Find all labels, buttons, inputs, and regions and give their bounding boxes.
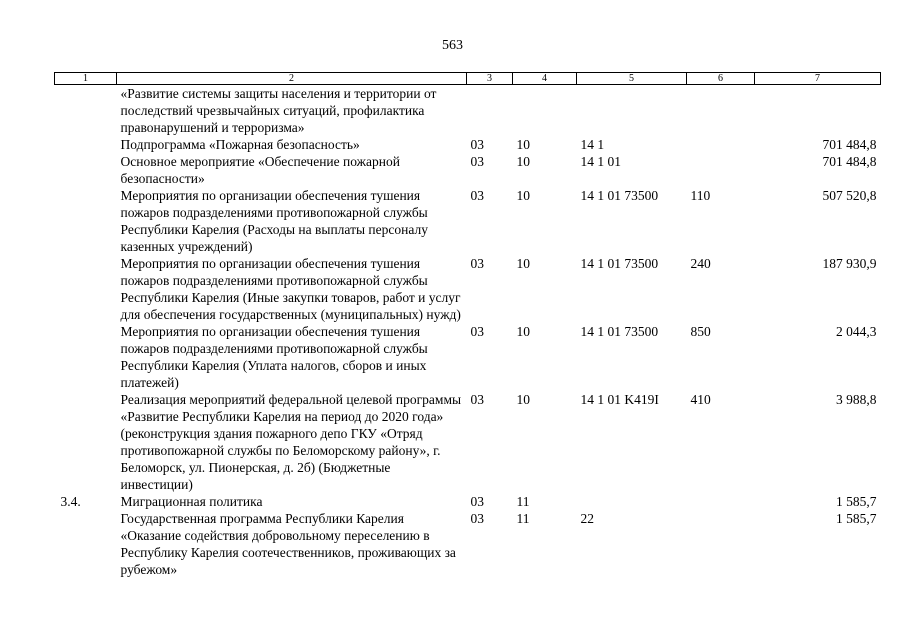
row-expense-type: 110 (690, 188, 711, 203)
row-expense-type: 410 (690, 392, 711, 407)
header-row (55, 73, 881, 85)
row-subsection: 10 (516, 154, 530, 169)
row-amount: 1 585,7 (836, 494, 877, 509)
row-number (55, 136, 117, 153)
row-target-article: 22 (580, 511, 594, 526)
row-number (55, 187, 117, 255)
row-number: 3.4. (60, 494, 81, 509)
row-description: Основное мероприятие «Обеспечение пожарной безопасности» (120, 154, 400, 186)
row-description: «Развитие системы защиты населения и территории от последствий чрезвычайных ситуаций, профилактика правонарушений и терроризма» (120, 86, 437, 135)
row-section: 03 (470, 188, 484, 203)
row-section: 03 (470, 137, 484, 152)
row-description: Миграционная политика (120, 494, 263, 509)
row-subsection: 11 (516, 494, 530, 509)
row-amount: 2 044,3 (836, 324, 877, 339)
row-target-article: 14 1 (580, 137, 605, 152)
row-subsection: 11 (516, 511, 530, 526)
row-number (55, 510, 117, 578)
column-header: 1 (55, 73, 117, 85)
row-target-article (577, 493, 687, 510)
row-description: Государственная программа Республики Карелия «Оказание содействия добровольному переселению в Республику Карелия соотечественников, проживающих за рубежом» (120, 511, 456, 577)
row-number (55, 391, 117, 493)
row-target-article: 14 1 01 K419I (580, 392, 659, 407)
row-number (55, 153, 117, 187)
row-description: Подпрограмма «Пожарная безопасность» (120, 137, 360, 152)
table-row (55, 255, 881, 323)
row-number (55, 85, 117, 137)
table-row (55, 323, 881, 391)
column-header: 2 (117, 73, 467, 85)
row-description: Мероприятия по организации обеспечения тушения пожаров подразделениями противопожарной службы Республики Карелия (Иные закупки товаров, работ и услуг для обеспечения государственных (муниципальных) нужд) (120, 256, 461, 322)
row-target-article: 14 1 01 73500 (580, 188, 659, 203)
row-amount: 3 988,8 (836, 392, 877, 407)
column-header: 7 (755, 73, 881, 85)
table-row (55, 493, 881, 510)
table-row (55, 510, 881, 578)
table-row (55, 391, 881, 493)
row-subsection: 10 (516, 324, 530, 339)
row-amount: 701 484,8 (822, 137, 877, 152)
table-row (55, 187, 881, 255)
row-expense-type (687, 136, 755, 153)
row-section: 03 (470, 511, 484, 526)
row-expense-type (687, 153, 755, 187)
row-amount: 507 520,8 (822, 188, 877, 203)
row-section: 03 (470, 154, 484, 169)
row-section: 03 (470, 494, 484, 509)
row-number (55, 323, 117, 391)
table-row (55, 153, 881, 187)
row-expense-type: 240 (690, 256, 711, 271)
row-section: 03 (470, 324, 484, 339)
page-number: 563 (442, 38, 463, 53)
table-row (55, 85, 881, 137)
row-target-article: 14 1 01 73500 (580, 256, 659, 271)
column-header: 5 (577, 73, 687, 85)
row-amount: 1 585,7 (836, 511, 877, 526)
row-description: Мероприятия по организации обеспечения тушения пожаров подразделениями противопожарной службы Республики Карелия (Расходы на выплаты персоналу казенных учреждений) (120, 188, 428, 254)
row-description: Реализация мероприятий федеральной целевой программы «Развитие Республики Карелия на период до 2020 года» (реконструкция здания пожарного депо ГКУ «Отряд противопожарной службы по Беломорскому району», г. Беломорск, ул. Пионерская, д. 2б) (Бюджетные инвестиции) (120, 392, 462, 492)
row-target-article (577, 85, 687, 137)
row-expense-type (687, 493, 755, 510)
row-target-article: 14 1 01 73500 (580, 324, 659, 339)
row-amount: 701 484,8 (822, 154, 877, 169)
row-section: 03 (470, 392, 484, 407)
row-subsection: 10 (516, 256, 530, 271)
row-expense-type (687, 510, 755, 578)
column-header: 6 (687, 73, 755, 85)
row-subsection: 10 (516, 188, 530, 203)
budget-table (54, 72, 881, 578)
row-section (467, 85, 513, 137)
row-amount: 187 930,9 (822, 256, 877, 271)
row-description: Мероприятия по организации обеспечения тушения пожаров подразделениями противопожарной службы Республики Карелия (Уплата налогов, сборов и иных платежей) (120, 324, 428, 390)
row-expense-type: 850 (690, 324, 711, 339)
row-target-article: 14 1 01 (580, 154, 621, 169)
row-subsection: 10 (516, 392, 530, 407)
row-section: 03 (470, 256, 484, 271)
table-row (55, 136, 881, 153)
row-expense-type (687, 85, 755, 137)
row-subsection: 10 (516, 137, 530, 152)
row-amount (755, 85, 881, 137)
row-number (55, 255, 117, 323)
column-header: 3 (467, 73, 513, 85)
row-subsection (513, 85, 577, 137)
column-header: 4 (513, 73, 577, 85)
